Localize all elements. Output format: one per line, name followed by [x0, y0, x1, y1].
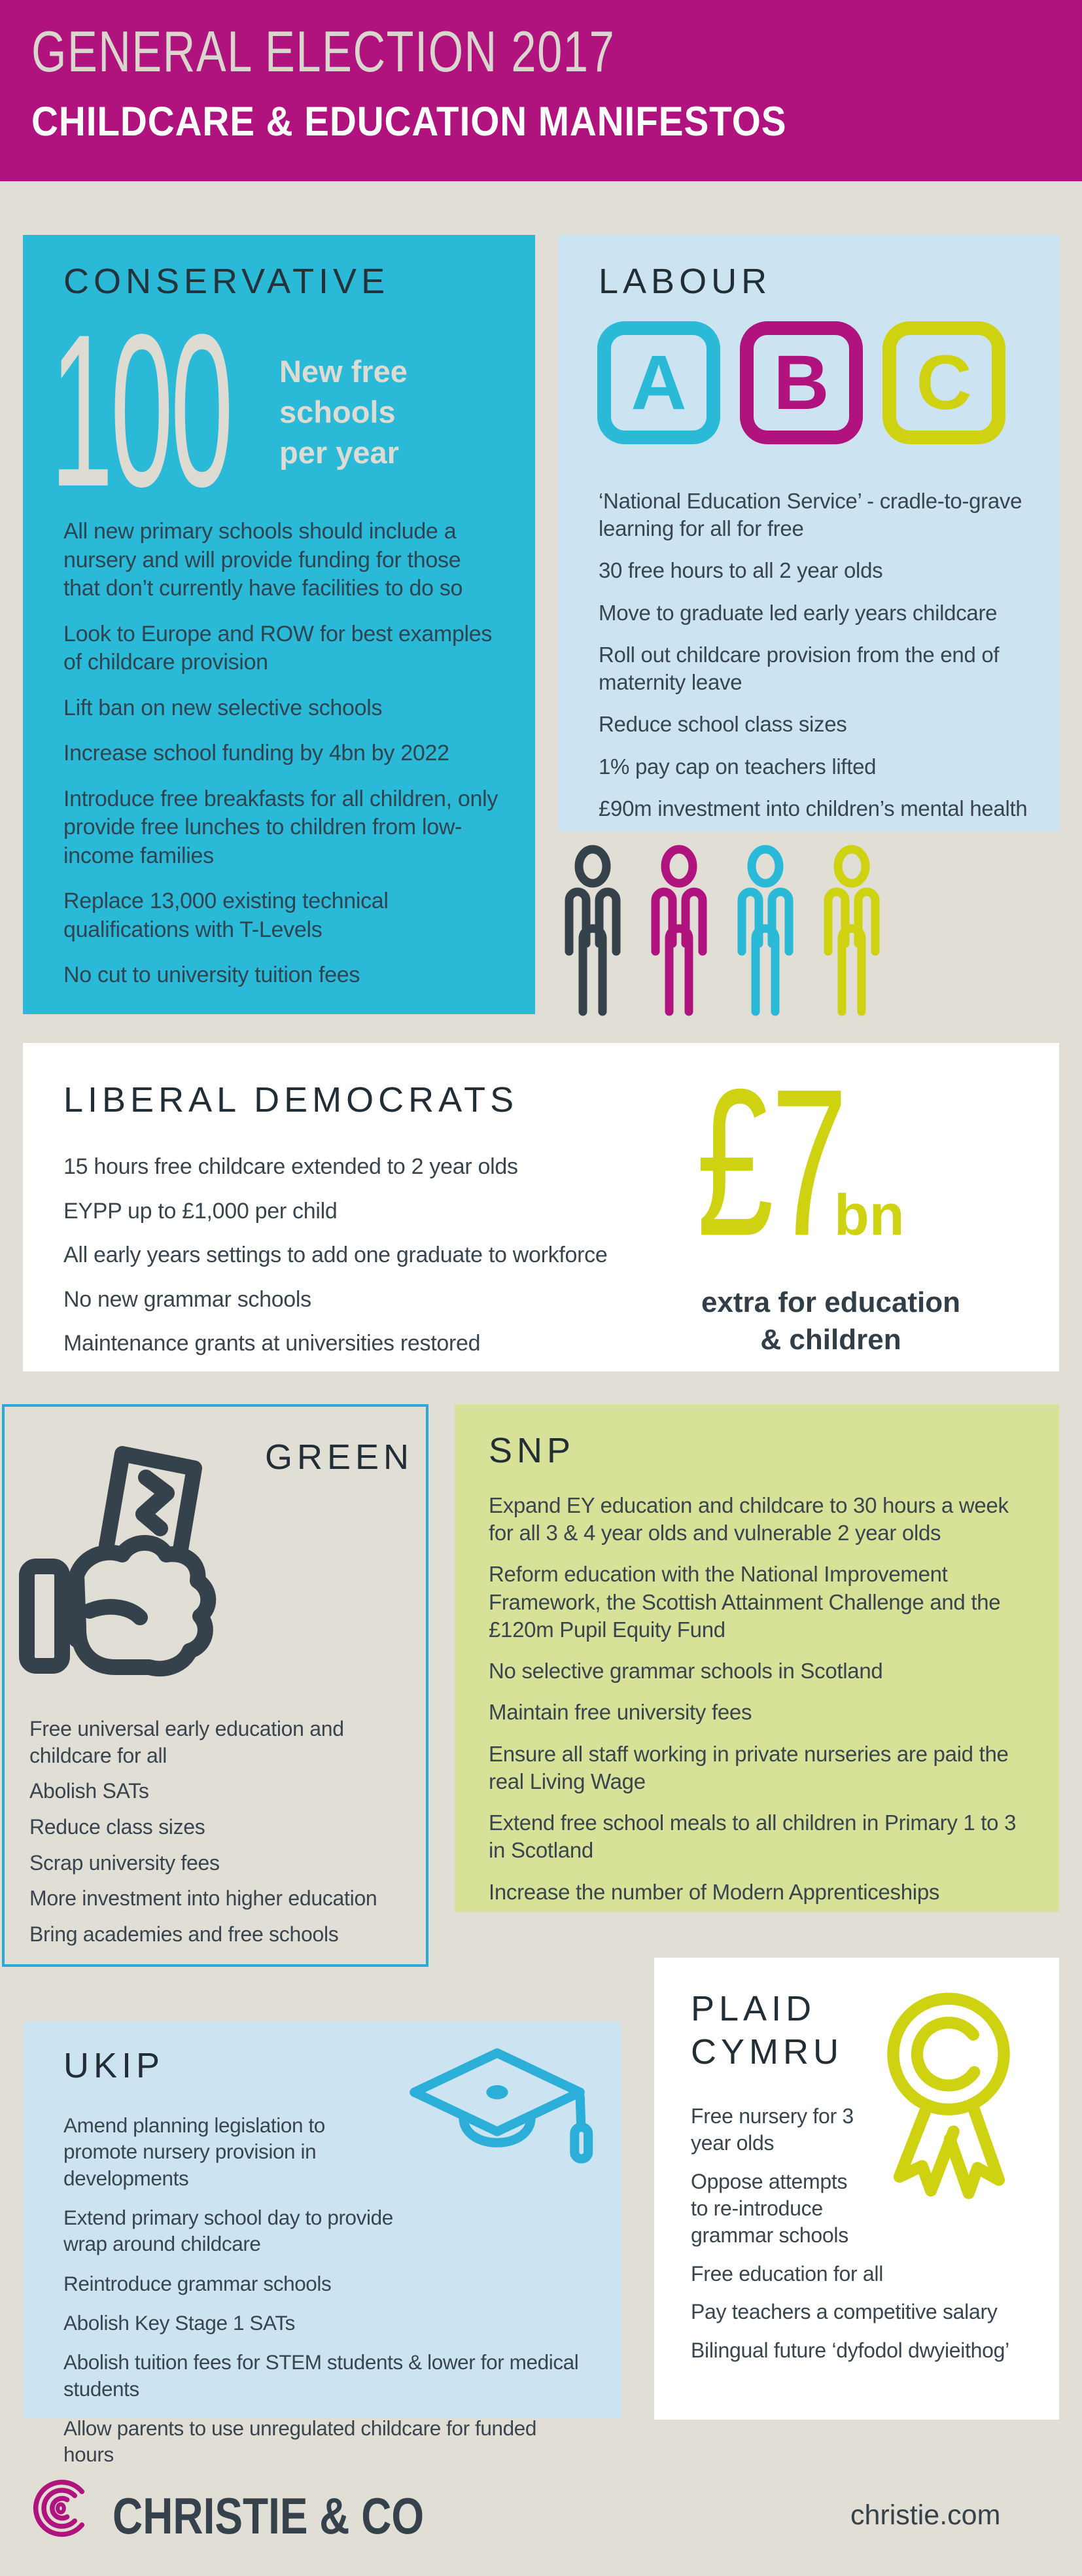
policy-item: Free universal early education and childcare for all — [29, 1717, 344, 1767]
policy-item: No cut to university tuition fees — [63, 962, 360, 988]
person-outline-icon-dark — [561, 847, 624, 1017]
policy-item: Oppose attempts to re-introduce grammar schools — [691, 2169, 848, 2247]
block-letter: A — [631, 340, 687, 426]
person-outline-icon-cyan — [734, 847, 797, 1017]
policy-item: All early years settings to add one graduate to workforce — [63, 1243, 608, 1268]
policy-item: Reform education with the National Improvement Framework, the Scottish Attainment Challenge and the £120m Pupil Equity Fund — [489, 1562, 1001, 1642]
policy-item: Reduce school class sizes — [599, 712, 847, 737]
policy-item: Abolish SATs — [29, 1779, 149, 1803]
policy-item: Reintroduce grammar schools — [63, 2271, 332, 2295]
header-banner — [0, 0, 1082, 181]
policy-item: Abolish tuition fees for STEM students & lower for medical students — [63, 2350, 579, 2401]
stat-7bn-value: £7 — [697, 1045, 845, 1279]
christie-spiral-c-icon — [26, 2470, 98, 2547]
stat-7bn — [671, 1045, 1011, 1358]
website-link[interactable]: christie.com — [850, 2499, 1001, 2531]
fist-holding-money-icon — [16, 1422, 213, 1684]
party-title-plaid: PLAID CYMRU — [691, 1989, 843, 2072]
policy-item: Expand EY education and childcare to 30 hours a week for all 3 & 4 year olds and vulnerable 2 year olds — [489, 1493, 1009, 1545]
policy-item: No selective grammar schools in Scotland — [489, 1659, 883, 1684]
policy-item: Maintenance grants at universities restored — [63, 1331, 481, 1356]
policy-item: Look to Europe and ROW for best examples of childcare provision — [63, 621, 493, 675]
policy-item: Abolish Key Stage 1 SATs — [63, 2310, 296, 2335]
ukip-section — [23, 2022, 621, 2467]
page-subtitle: CHILDCARE & EDUCATION MANIFESTOS — [31, 99, 787, 145]
policy-item: ‘National Education Service’ - cradle-to-grave learning for all for free — [599, 489, 1022, 541]
policy-item: Roll out childcare provision from the end of maternity leave — [599, 642, 1000, 695]
policy-item: Free education for all — [691, 2261, 884, 2285]
policy-item: Increase school funding by 4bn by 2022 — [63, 741, 449, 766]
policy-item: 1% pay cap on teachers lifted — [599, 754, 877, 779]
stat-7bn-caption: extra for education & children — [701, 1286, 961, 1356]
policy-item: Allow parents to use unregulated childcare for funded hours — [63, 2416, 537, 2467]
policy-item: Ensure all staff working in private nurseries are paid the real Living Wage — [489, 1741, 1009, 1793]
policy-item: Maintain free university fees — [489, 1700, 752, 1725]
policy-item: Extend primary school day to provide wrap around childcare — [63, 2205, 393, 2256]
party-title-labour: LABOUR — [599, 262, 772, 301]
policy-item: Lift ban on new selective schools — [63, 695, 383, 720]
snp-section — [455, 1404, 1059, 1912]
party-title-ukip: UKIP — [63, 2046, 165, 2085]
libdem-section — [23, 1043, 1059, 1371]
person-outline-icon-yellow — [820, 847, 883, 1017]
abc-blocks-icon — [597, 321, 1005, 444]
party-title-libdem: LIBERAL DEMOCRATS — [63, 1080, 519, 1120]
policy-item: Scrap university fees — [29, 1850, 220, 1875]
graduation-cap-icon — [406, 2045, 589, 2176]
policy-item: Bilingual future ‘dyfodol dwyieithog’ — [691, 2338, 1009, 2363]
policy-item: Reduce class sizes — [29, 1814, 205, 1839]
plaid-section — [654, 1958, 1059, 2420]
policy-item: Replace 13,000 existing technical qualifications with T-Levels — [63, 889, 389, 942]
block-c-icon — [882, 321, 1005, 444]
policy-item: 15 hours free childcare extended to 2 year olds — [63, 1154, 518, 1179]
block-letter: B — [773, 340, 829, 426]
brand-wordmark: CHRISTIE & CO — [113, 2487, 425, 2545]
labour-policy-list — [599, 487, 1056, 837]
policy-item: Introduce free breakfasts for all children, only provide free lunches to children from low-income families — [63, 786, 498, 868]
policy-item: Move to graduate led early years childcare — [599, 600, 998, 625]
party-title-green: GREEN — [265, 1438, 414, 1477]
policy-item: Extend free school meals to all children in Primary 1 to 3 in Scotland — [489, 1810, 1017, 1863]
party-title-conservative: CONSERVATIVE — [63, 262, 390, 301]
stat-7bn-unit: bn — [833, 1182, 905, 1247]
block-a-icon — [597, 321, 720, 444]
green-section — [2, 1404, 428, 1967]
policy-item: 30 free hours to all 2 year olds — [599, 558, 883, 583]
policy-item: No new grammar schools — [63, 1286, 311, 1312]
page-title: GENERAL ELECTION 2017 — [31, 19, 616, 84]
people-icons-row — [561, 847, 883, 1017]
libdem-policy-list — [63, 1153, 672, 1374]
policy-item: More investment into higher education — [29, 1886, 377, 1911]
award-rosette-icon — [867, 1988, 1030, 2196]
policy-item: Increase the number of Modern Apprenticeships — [489, 1879, 940, 1904]
policy-item: £90m investment into children’s mental health — [599, 796, 1028, 820]
block-b-icon — [740, 321, 863, 444]
policy-item: Free nursery for 3 year olds — [691, 2104, 854, 2155]
stat-7bn-value-row — [697, 1045, 1011, 1279]
policy-item: EYPP up to £1,000 per child — [63, 1198, 338, 1224]
stat-100-label: New free schools per year — [279, 354, 408, 470]
party-title-snp: SNP — [489, 1431, 576, 1470]
conservative-section — [23, 235, 535, 1014]
policy-item: All new primary schools should include a nursery and will provide funding for those that don’t currently have facilities to do so — [63, 519, 463, 601]
labour-section — [558, 235, 1059, 832]
policy-item: Bring academies and free schools — [29, 1922, 339, 1946]
block-letter: C — [916, 340, 972, 426]
stat-100-value: 100 — [50, 289, 231, 532]
policy-item: Pay teachers a competitive salary — [691, 2300, 998, 2324]
green-policy-list — [29, 1716, 419, 1956]
policy-item: Amend planning legislation to promote nursery provision in developments — [63, 2113, 325, 2190]
snp-policy-list — [489, 1492, 1038, 1920]
conservative-policy-list — [63, 518, 498, 1007]
person-outline-icon-magenta — [648, 847, 710, 1017]
